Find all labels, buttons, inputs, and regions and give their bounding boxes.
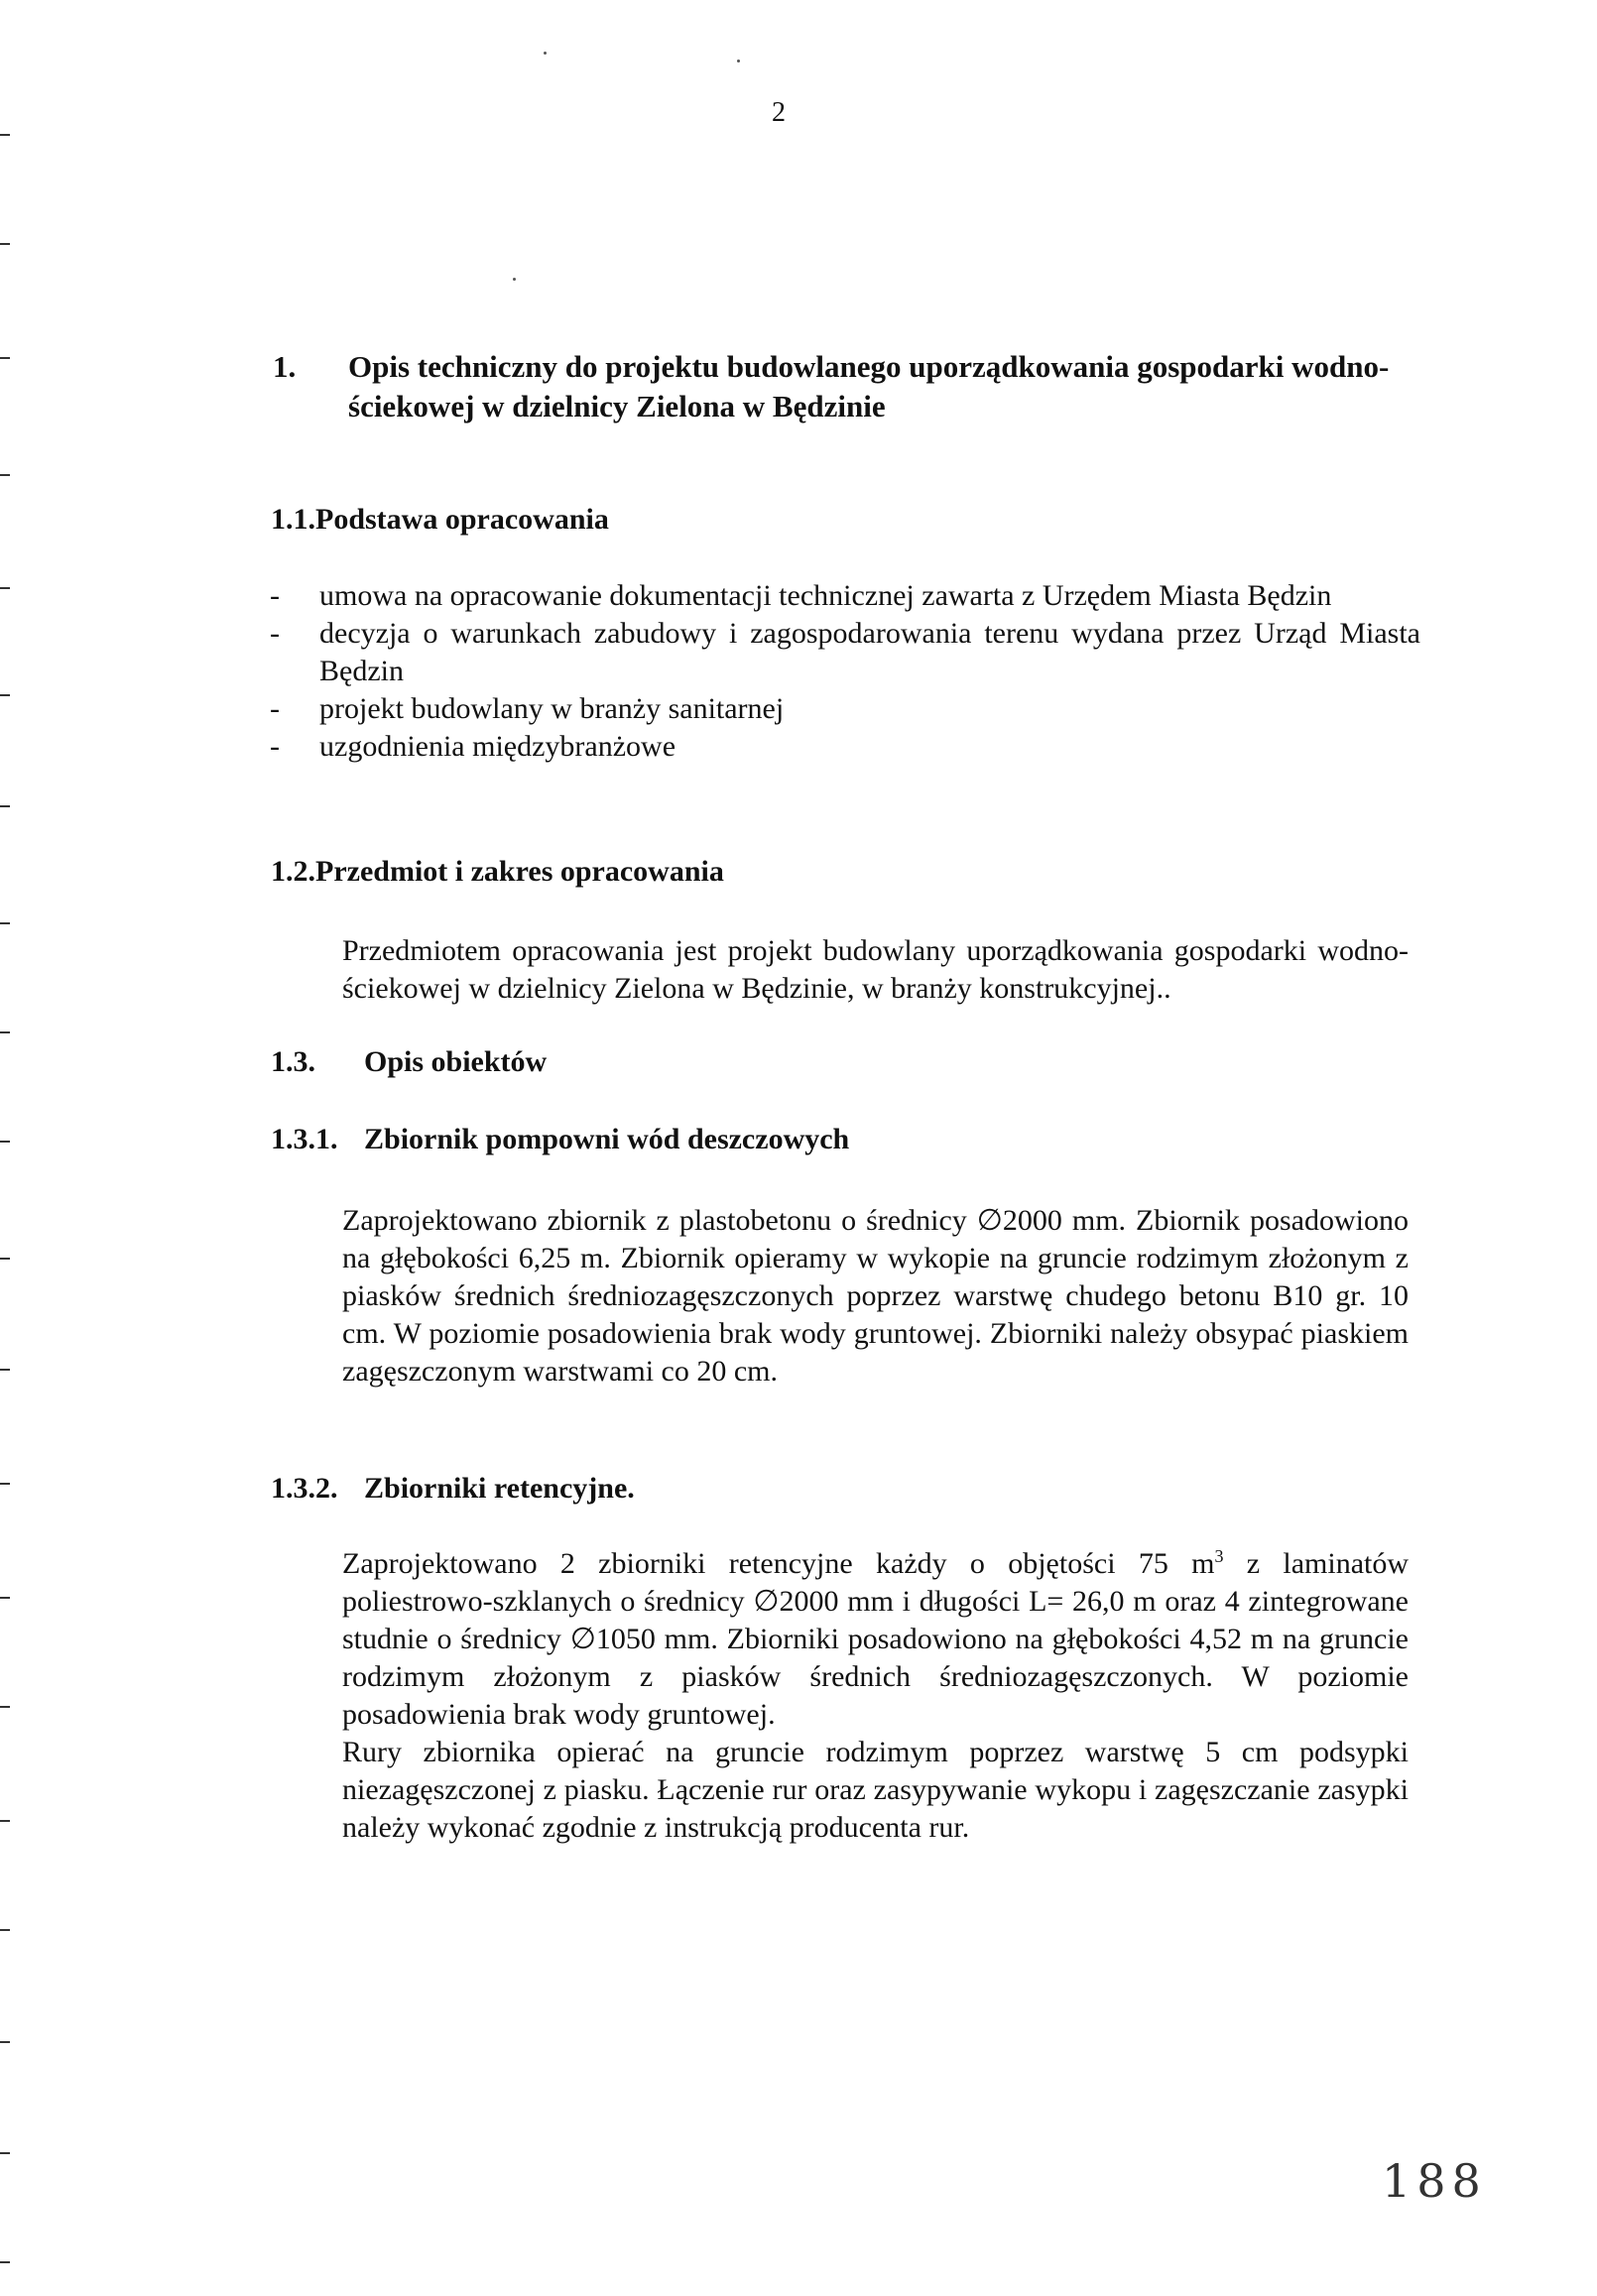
- margin-mark: [0, 1369, 10, 1371]
- list-item: - umowa na opracowanie dokumentacji technicznej zawarta z Urzędem Miasta Będzin: [270, 577, 1420, 615]
- basis-list: [270, 577, 1420, 766]
- margin-mark: [0, 243, 10, 245]
- section-1-1-heading: [271, 501, 609, 539]
- margin-mark: [0, 1597, 10, 1599]
- list-item: - projekt budowlany w branży sanitarnej: [270, 690, 1420, 728]
- scan-speck: [544, 52, 547, 55]
- margin-mark: [0, 922, 10, 924]
- section-title: Podstawa opracowania: [315, 503, 609, 536]
- section-1-3-2-text: [342, 1545, 1409, 1847]
- margin-mark: [0, 2152, 10, 2154]
- section-title: Zbiorniki retencyjne.: [364, 1472, 635, 1505]
- heading-number: 1.: [273, 349, 297, 384]
- margin-mark: [0, 694, 10, 696]
- margin-mark: [0, 805, 10, 807]
- section-number: 1.1.: [271, 503, 315, 536]
- superscript: 3: [1214, 1546, 1224, 1566]
- scan-speck: [513, 278, 516, 281]
- margin-mark: [0, 2261, 10, 2263]
- margin-mark: [0, 2041, 10, 2043]
- text-part: Zaprojektowano 2 zbiorniki retencyjne każdy o objętości 75 m: [342, 1547, 1215, 1580]
- section-title: Przedmiot i zakres opracowania: [315, 855, 724, 888]
- margin-mark: [0, 134, 10, 136]
- section-number: 1.3.2.: [271, 1472, 338, 1505]
- margin-mark: [0, 1031, 10, 1033]
- heading-title: Opis techniczny do projektu budowlanego uporządkowania gospodarki wodno-ściekowej w dzielnicy Zielona w Będzinie: [348, 349, 1390, 423]
- margin-mark: [0, 1141, 10, 1143]
- section-1-2-text: Przedmiotem opracowania jest projekt budowlany uporządkowania gospodarki wodno-ściekowej w dzielnicy Zielona w Będzinie, w branży konstrukcyjnej..: [342, 934, 1409, 1005]
- section-1-3-heading: [271, 1043, 547, 1081]
- sheet-number: 188: [1382, 2154, 1487, 2208]
- section-number: 1.3.1.: [271, 1123, 338, 1155]
- margin-mark: [0, 1706, 10, 1708]
- margin-mark: [0, 1820, 10, 1822]
- margin-mark: [0, 1483, 10, 1485]
- scan-speck: [737, 60, 740, 62]
- margin-mark: [0, 1258, 10, 1260]
- main-heading: [273, 347, 1413, 426]
- margin-mark: [0, 587, 10, 589]
- margin-mark: [0, 1929, 10, 1931]
- section-1-2-heading: [271, 853, 724, 891]
- page-number: 2: [772, 97, 786, 128]
- list-item: - uzgodnienia międzybranżowe: [270, 728, 1420, 766]
- section-1-3-2-heading: [271, 1470, 635, 1508]
- section-1-3-1-text: Zaprojektowano zbiornik z plastobetonu o średnicy ∅2000 mm. Zbiornik posadowiono na głębokości 6,25 m. Zbiornik opieramy w wykopie na gruncie rodzimym złożonym z piasków średnich średniozagęszczonych poprzez warstwę chudego betonu B10 gr. 10 cm. W poziomie posadowienia brak wody gruntowej. Zbiorniki należy obsypać piaskiem zagęszczonym warstwami co 20 cm.: [342, 1204, 1409, 1388]
- list-item: - decyzja o warunkach zabudowy i zagospodarowania terenu wydana przez Urząd Miasta Będzin: [270, 615, 1420, 690]
- section-number: 1.2.: [271, 855, 315, 888]
- margin-mark: [0, 474, 10, 476]
- text-part: Rury zbiornika opierać na gruncie rodzimym poprzez warstwę 5 cm podsypki niezagęszczonej z piasku. Łączenie rur oraz zasypywanie wykopu i zagęszczanie zasypki należy wykonać zgodnie z instrukcją producenta rur.: [342, 1736, 1409, 1844]
- margin-mark: [0, 357, 10, 359]
- section-1-3-1-heading: [271, 1121, 849, 1158]
- section-title: Opis obiektów: [364, 1045, 548, 1078]
- section-number: 1.3.: [271, 1045, 315, 1078]
- text-part: z laminatów poliestrowo-szklanych o średnicy ∅2000 mm i długości L= 26,0 m oraz 4 zintegrowane studnie o średnicy ∅1050 mm. Zbiorniki posadowiono na głębokości 4,52 m na gruncie rodzimym złożonym z piasków średnich średniozagęszczonych. W poziomie posadowienia brak wody gruntowej.: [342, 1547, 1410, 1731]
- section-title: Zbiornik pompowni wód deszczowych: [364, 1123, 850, 1155]
